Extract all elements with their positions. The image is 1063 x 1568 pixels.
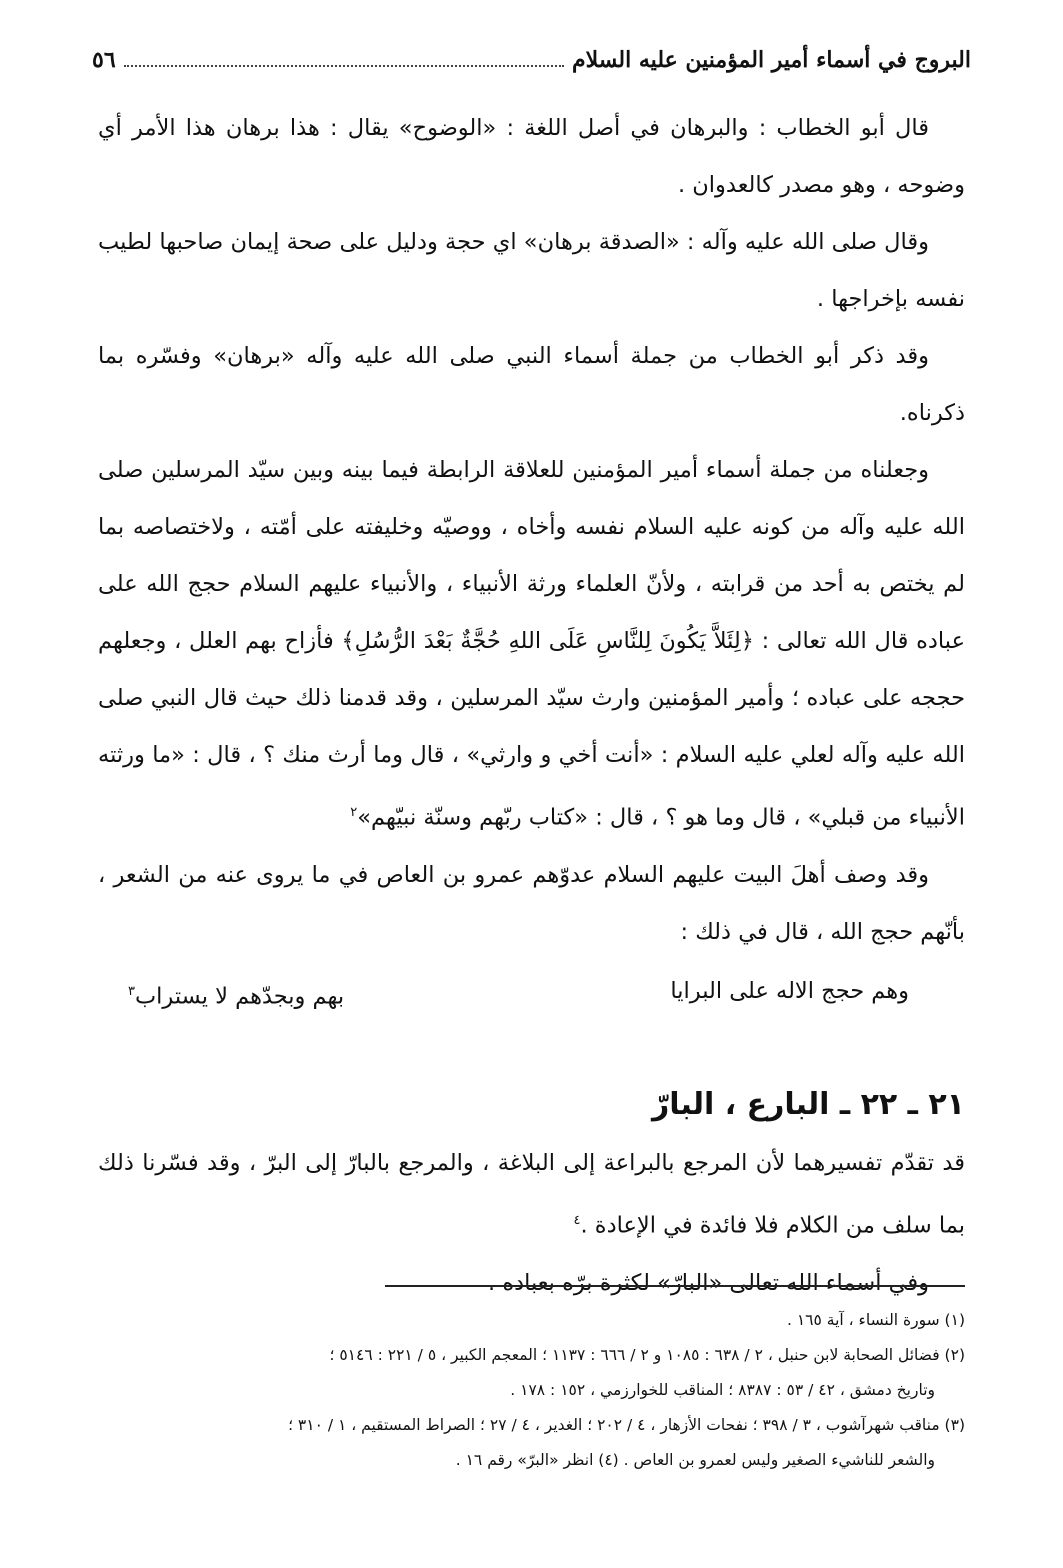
footnote: (٢) فضائل الصحابة لابن حنبل ، ٢ / ٦٣٨ : ١٠٨٥ و ٢ / ٦٦٦ : ١١٣٧ ؛ المعجم الكبير ، ٥ / ٢٢١ : ٥١٤٦ ؛ bbox=[329, 1346, 965, 1364]
footnote-ref: ٤ bbox=[573, 1213, 581, 1228]
footnote-ref: ٢ bbox=[350, 805, 358, 820]
paragraph: وقال صلى الله عليه وآله : «الصدقة برهان» اي حجة ودليل على صحة إيمان صاحبها لطيب نفسه بإخراجها . bbox=[98, 229, 965, 312]
paragraph: وفي أسماء الله تعالى «البارّ» لكثرة برّه بعباده . bbox=[488, 1269, 929, 1296]
paragraph: قال أبو الخطاب : والبرهان في أصل اللغة : «الوضوح» يقال : هذا برهان هذا الأمر أي وضوحه ، وهو مصدر كالعدوان . bbox=[98, 115, 965, 198]
verse-second-hemistich bbox=[128, 963, 344, 1026]
verse-second-text: بهم وبجدّهم لا يستراب bbox=[134, 983, 345, 1009]
poem-verse bbox=[98, 963, 965, 1026]
header-leader-dots bbox=[124, 65, 564, 67]
section-heading: ٢١ ـ ٢٢ ـ البارع ، البارّ bbox=[652, 1087, 965, 1122]
running-title: البروج في أسماء أمير المؤمنين عليه السلام bbox=[572, 47, 971, 73]
footnote-continuation: والشعر للناشيء الصغير وليس لعمرو بن العاص . (٤) انظر «البرّ» رقم ١٦ . bbox=[455, 1451, 935, 1469]
paragraph-text: وجعلناه من جملة أسماء أمير المؤمنين للعلاقة الرابطة فيما بينه وبين سيّد المرسلين صلى الله عليه وآله من كونه عليه السلام نفسه وأخاه ، ووصيّه وخليفته على أمّته ، ولاختصاصه بما لم يختص به أحد من قرابته ، ولأنّ العلماء ورثة الأنبياء ، والأنبياء عليهم السلام حجج الله على عباده قال الله تعالى : ﴿لِئَلاَّ يَكُونَ لِلنَّاسِ عَلَى اللهِ حُجَّةٌ بَعْدَ الرُّسُلِ﴾ فأزاح بهم العلل ، وجعلهم حججه على عباده ؛ وأمير المؤمنين وارث سيّد المرسلين ، وقد قدمنا ذلك حيث قال النبي صلى الله عليه وآله لعلي عليه السلام : «أنت أخي و وارثي» ، قال وما أرث منك ؟ ، قال : «ما ورثته الأنبياء من قبلي» ، قال وما هو ؟ ، قال : «كتاب ربّهم وسنّة نبيّهم» bbox=[98, 457, 965, 831]
paragraph bbox=[98, 1135, 965, 1255]
footnote-ref: ٣ bbox=[128, 983, 135, 999]
footnotes bbox=[98, 1303, 965, 1478]
footnote-continuation: وتاريخ دمشق ، ٤٢ / ٥٣ : ٨٣٨٧ ؛ المناقب للخوارزمي ، ١٥٢ : ١٧٨ . bbox=[510, 1381, 935, 1399]
paragraph bbox=[98, 442, 965, 847]
paragraph: وقد ذكر أبو الخطاب من جملة أسماء النبي صلى الله عليه وآله «برهان» وفسّره بما ذكرناه. bbox=[98, 343, 965, 426]
verse-first-hemistich: وهم حجج الاله على البرايا bbox=[670, 977, 909, 1004]
footnote: (١) سورة النساء ، آية ١٦٥ . bbox=[787, 1311, 965, 1329]
footnote: (٣) مناقب شهرآشوب ، ٣ / ٣٩٨ ؛ نفحات الأزهار ، ٤ / ٢٠٢ ؛ الغدير ، ٤ / ٢٧ ؛ الصراط المستقيم ، ١ / ٣١٠ ؛ bbox=[288, 1416, 965, 1434]
running-header bbox=[92, 40, 971, 80]
main-text bbox=[98, 100, 965, 1312]
footnote-separator bbox=[385, 1285, 965, 1287]
paragraph: وقد وصف أهلَ البيت عليهم السلام عدوّهم عمرو بن العاص في ما يروى عنه من الشعر ، بأنّهم حجج الله ، قال في ذلك : bbox=[98, 861, 965, 945]
page-number: ٥٦ bbox=[92, 47, 116, 73]
paragraph-text: قد تقدّم تفسيرهما لأن المرجع بالبراعة إلى البلاغة ، والمرجع بالبارّ إلى البرّ ، وقد فسّرنا ذلك بما سلف من الكلام فلا فائدة في الإعادة . bbox=[98, 1150, 965, 1239]
